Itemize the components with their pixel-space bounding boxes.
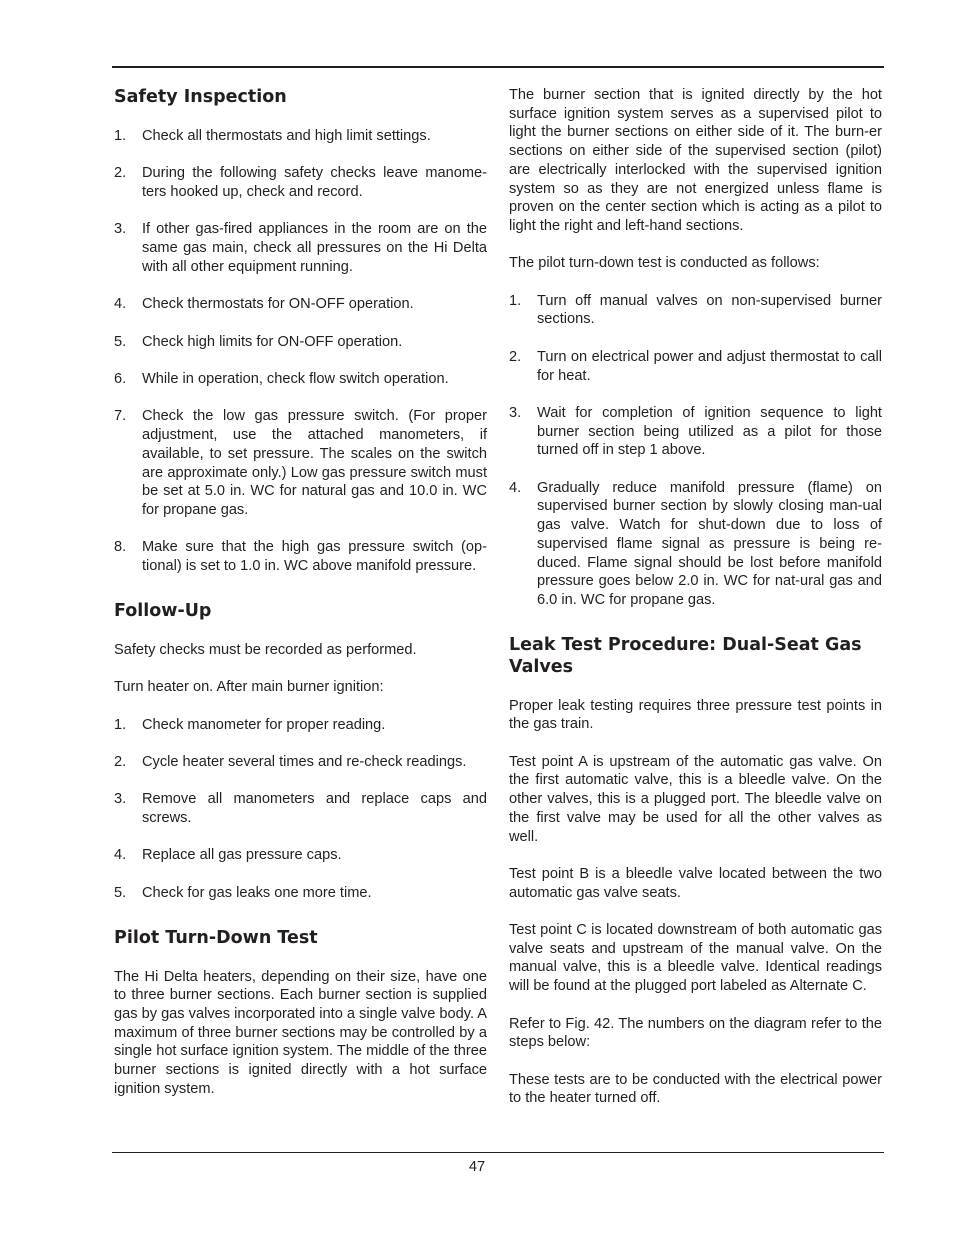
leak-test-paragraph-5: Refer to Fig. 42. The numbers on the diagram refer to the steps below: [509,1015,882,1051]
follow-up-intro: Turn heater on. After main burner ignition: [114,679,384,696]
list-item: 7. Check the low gas pressure switch. (For proper adjustment, use the attached manometers, if available, to set pressure. The scales on the switch are approximate only.) Low gas pressure switch must be set at 5.0 in. WC for natural gas and 10.0 in. WC for propane gas. [114,408,487,518]
bottom-rule [112,1152,884,1153]
supervised-pilot-paragraph: The burner section that is ignited directly by the hot surface ignition system serves as a supervised pilot to light the burner sections on either side of it. The burn-er sections on either side of the supervised section (pilot) are electrically interlocked with the supervised ignition system so as they are not energized unless flame is proven on the center section which is acting as a pilot to light the right and left-hand sections. [509,87,882,234]
list-item: 1. Check manometer for proper reading. [114,716,386,733]
list-item: 4. Gradually reduce manifold pressure (flame) on supervised burner section by slowly closing man-ual gas valve. Watch for shut-down due to loss of supervised flame signal as pressure is being re-duced. Flame signal should be lost before manifold pressure goes below 2.0 in. WC for nat-ural gas and 6.0 in. WC for propane gas. [509,479,882,608]
list-item: 4. Check thermostats for ON-OFF operation. [114,296,414,313]
list-item: 3. Remove all manometers and replace caps and screws. [114,791,487,827]
list-item: 2. During the following safety checks leave manome-ters hooked up, check and record. [114,165,487,201]
list-item: 6. While in operation, check flow switch operation. [114,371,449,388]
leak-test-paragraph-4: Test point C is located downstream of both automatic gas valve seats and upstream of the manual valve. On the manual valve, this is a bleedle valve. Identical readings will be found at the plugged port labeled as Alternate C. [509,922,882,995]
follow-up-paragraph: Safety checks must be recorded as performed. [114,641,417,658]
list-item: 3. Wait for completion of ignition sequence to light burner section being utilized as a pilot for those turned off in step 1 above. [509,404,882,459]
right-column [509,86,882,1108]
list-item: 8. Make sure that the high gas pressure switch (op-tional) is set to 1.0 in. WC above manifold pressure. [114,539,487,575]
safety-inspection-list [114,127,487,576]
pilot-turn-down-paragraph: The Hi Delta heaters, depending on their size, have one to three burner sections. Each burner section is supplied gas by gas valves incorporated into a single valve body. A maximum of three burner sections may be controlled by a single hot surface ignition system. The middle of the three burner sections is ignited directly with a hot surface ignition system. [114,968,487,1097]
top-rule [112,66,884,68]
left-column [114,86,487,1117]
leak-test-paragraph-3: Test point B is a bleedle valve located between the two automatic gas valve seats. [509,865,882,901]
list-item: 3. If other gas-fired appliances in the room are on the same gas main, check all pressures on the Hi Delta with all other equipment running. [114,221,487,275]
list-item: 2. Turn on electrical power and adjust thermostat to call for heat. [509,348,882,384]
leak-test-paragraph-1: Proper leak testing requires three pressure test points in the gas train. [509,697,882,733]
list-item: 1. Check all thermostats and high limit settings. [114,128,431,144]
follow-up-list [114,716,487,903]
pilot-test-list [509,292,882,610]
leak-test-paragraph-2: Test point A is upstream of the automatic gas valve. On the first automatic valve, this is a bleedle valve. On the other valves, this is a plugged port. The bleedle valve on the first valve may be used for all the other valves as well. [509,753,882,845]
list-item: 4. Replace all gas pressure caps. [114,847,342,864]
page-number: 47 [468,1159,486,1175]
list-item: 2. Cycle heater several times and re-check readings. [114,753,467,770]
pilot-test-intro: The pilot turn-down test is conducted as follows: [509,255,820,272]
list-item: 5. Check for gas leaks one more time. [114,884,372,901]
pilot-turn-down-heading: Pilot Turn-Down Test [114,927,318,948]
leak-test-paragraph-6: These tests are to be conducted with the electrical power to the heater turned off. [509,1071,882,1107]
list-item: 1. Turn off manual valves on non-supervised burner sections. [509,292,882,328]
list-item: 5. Check high limits for ON-OFF operation. [114,333,403,350]
follow-up-heading: Follow-Up [114,600,212,621]
safety-inspection-heading: Safety Inspection [114,87,287,107]
leak-test-heading: Leak Test Procedure: Dual-Seat Gas Valves [509,634,862,677]
